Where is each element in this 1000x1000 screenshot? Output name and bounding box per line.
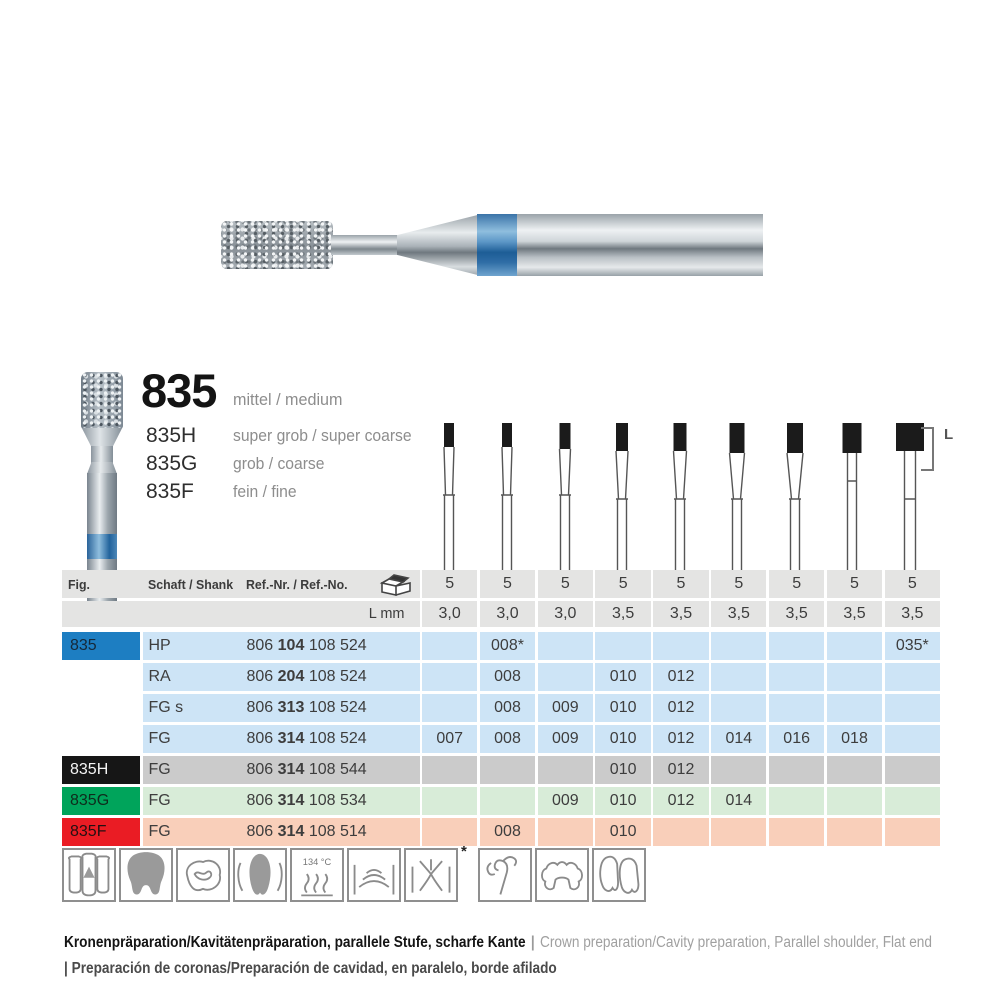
size-value: 016: [769, 725, 824, 753]
size-value: 018: [827, 725, 882, 753]
shank-value: HP: [148, 637, 171, 654]
pack-qty: 5: [422, 570, 477, 598]
length-value: 3,5: [711, 601, 766, 627]
size-value: 012: [653, 663, 708, 691]
variant-grit: fein / fine: [233, 483, 297, 501]
size-value: 007: [422, 725, 477, 753]
table-row: [62, 663, 940, 691]
size-value: [769, 756, 824, 784]
length-value: 3,5: [885, 601, 940, 627]
footer-separator: |: [530, 934, 535, 951]
turbine-icon: [404, 848, 458, 902]
ref-number: 806 314 108 544: [246, 761, 367, 778]
table-row: [62, 725, 940, 753]
pack-qty: 5: [595, 570, 650, 598]
footer-line-2: [64, 960, 557, 978]
size-value: [480, 756, 535, 784]
size-value: [885, 787, 940, 815]
footer-english: Crown preparation/Cavity preparation, Parallel shoulder, Flat end: [539, 934, 932, 951]
size-value: [653, 632, 708, 660]
fig-badge-835h: 835H: [62, 756, 140, 784]
contra-angle-handpiece-icon: [478, 848, 532, 902]
bur-diagram-010: [594, 423, 650, 570]
crown-prep-icon: [233, 848, 287, 902]
footnote-asterisk: *: [461, 843, 467, 860]
sterilize-temp-label: 134 °C: [302, 856, 332, 867]
size-value: 009: [538, 725, 593, 753]
footer-german: Kronenpräparation/Kavitätenpräparation, parallele Stufe, scharfe Kante: [64, 934, 526, 951]
length-value: 3,5: [653, 601, 708, 627]
size-value: [422, 818, 477, 846]
size-value: [711, 632, 766, 660]
size-value: [885, 818, 940, 846]
size-value: 010: [595, 787, 650, 815]
size-value: [827, 663, 882, 691]
size-value: 010: [595, 663, 650, 691]
bur-diagram-008: [479, 423, 535, 570]
size-value: [538, 756, 593, 784]
fig-badge-835g: 835G: [62, 787, 140, 815]
shank-value: FG: [148, 823, 171, 840]
length-bracket-label: L: [944, 426, 954, 443]
ref-number: 806 314 108 514: [246, 823, 367, 840]
fig-badge-835f: 835F: [62, 818, 140, 846]
col-ref-label: Ref.-Nr. / Ref.-No.: [246, 576, 348, 592]
variant-grit: super grob / super coarse: [233, 427, 412, 445]
footer-spanish: | Preparación de coronas/Preparación de cavidad, en paralelo, borde afilado: [64, 960, 557, 977]
table-length-row: [62, 601, 940, 627]
size-value: 008: [480, 694, 535, 722]
size-value: [885, 756, 940, 784]
bur-diagram-009: [537, 423, 593, 570]
fig-badge-835: 835: [62, 632, 140, 660]
shank-ref-cell: [143, 632, 420, 660]
size-value: [595, 632, 650, 660]
size-value: 008: [480, 725, 535, 753]
pack-qty: 5: [653, 570, 708, 598]
ref-number: 806 314 108 534: [246, 792, 367, 809]
shank-value: FG: [148, 761, 171, 778]
pack-qty: 5: [711, 570, 766, 598]
size-value: [885, 663, 940, 691]
size-value: 012: [653, 787, 708, 815]
pack-qty: 5: [885, 570, 940, 598]
bridge-icon: [535, 848, 589, 902]
crowns-icon: [592, 848, 646, 902]
size-value: [422, 632, 477, 660]
size-value: [769, 632, 824, 660]
size-value: [422, 694, 477, 722]
size-value: 008: [480, 818, 535, 846]
ref-number: 806 313 108 524: [246, 699, 367, 716]
size-value: [827, 787, 882, 815]
length-value: 3,0: [422, 601, 477, 627]
size-value: [885, 694, 940, 722]
col-fig-label: Fig.: [68, 576, 90, 592]
size-value: [653, 818, 708, 846]
length-value: 3,0: [480, 601, 535, 627]
size-value: [769, 818, 824, 846]
pack-qty: 5: [480, 570, 535, 598]
shank-value: RA: [148, 668, 171, 685]
variant-code: 835G: [146, 452, 198, 475]
size-value: [827, 694, 882, 722]
header-left: [62, 570, 420, 598]
table-row: [62, 632, 940, 660]
table-row: [62, 756, 940, 784]
shank-ref-cell: [143, 787, 420, 815]
size-value: 008: [480, 663, 535, 691]
shank-ref-cell: [143, 725, 420, 753]
size-value: [711, 756, 766, 784]
length-value: 3,5: [595, 601, 650, 627]
length-value: 3,5: [827, 601, 882, 627]
length-value: 3,0: [538, 601, 593, 627]
package-box-icon: [379, 572, 415, 597]
bur-diagram-016: [767, 423, 823, 570]
molar-icon: [119, 848, 173, 902]
size-value: 012: [653, 725, 708, 753]
length-value: 3,5: [769, 601, 824, 627]
size-value: [711, 694, 766, 722]
size-value: 009: [538, 694, 593, 722]
bur-diagram-014: [709, 423, 765, 570]
bur-photo: [215, 197, 765, 293]
length-row-label: L mm: [62, 601, 420, 627]
shank-ref-cell: [143, 756, 420, 784]
blue-ring: [477, 214, 519, 276]
occlusal-surface-icon: [176, 848, 230, 902]
size-value: [480, 787, 535, 815]
size-value: [769, 787, 824, 815]
table-row: [62, 694, 940, 722]
variant-code: 835H: [146, 424, 197, 447]
spray-cooling-icon: [347, 848, 401, 902]
bur-diagram-007: [421, 423, 477, 570]
size-value: 014: [711, 787, 766, 815]
variant-grit: grob / coarse: [233, 455, 325, 473]
size-value: 012: [653, 694, 708, 722]
ref-number: 806 314 108 524: [246, 730, 367, 747]
size-value: [711, 663, 766, 691]
diamond-head: [221, 221, 333, 269]
pack-qty: 5: [538, 570, 593, 598]
bur-diagram-012: [652, 423, 708, 570]
shank-value: FG: [148, 730, 171, 747]
size-value: [827, 632, 882, 660]
size-value: [538, 818, 593, 846]
bur-neck: [331, 235, 399, 255]
size-value: [827, 756, 882, 784]
product-number: 835: [141, 364, 217, 417]
size-value: 010: [595, 756, 650, 784]
shank-value: FG: [148, 792, 171, 809]
fig-empty: [62, 694, 140, 722]
fig-empty: [62, 663, 140, 691]
size-value: [538, 663, 593, 691]
bur-taper: [81, 428, 123, 448]
variant-code: 835F: [146, 480, 194, 503]
pack-qty: 5: [769, 570, 824, 598]
size-value: [422, 663, 477, 691]
size-value: 009: [538, 787, 593, 815]
product-grit: mittel / medium: [233, 390, 343, 409]
size-value: [827, 818, 882, 846]
footer-line-1: [64, 934, 932, 952]
size-value: [769, 694, 824, 722]
pack-qty: 5: [827, 570, 882, 598]
bur-diagram-018: [824, 423, 880, 570]
table-header-row: [62, 570, 940, 598]
size-value: [538, 632, 593, 660]
bur-cone: [397, 214, 479, 276]
size-value: [422, 756, 477, 784]
size-value: 014: [711, 725, 766, 753]
ref-number: 806 204 108 524: [246, 668, 367, 685]
fig-empty: [62, 725, 140, 753]
size-value: 010: [595, 818, 650, 846]
sterilizable-134c-icon: [290, 848, 344, 902]
blue-ring: [87, 534, 117, 559]
bur-shank: [517, 214, 763, 276]
size-value: [769, 663, 824, 691]
shank-ref-cell: [143, 663, 420, 691]
size-value: 012: [653, 756, 708, 784]
shank-ref-cell: [143, 694, 420, 722]
size-value: 010: [595, 694, 650, 722]
size-value: [711, 818, 766, 846]
size-value: [885, 725, 940, 753]
anterior-teeth-icon: [62, 848, 116, 902]
table-row: [62, 787, 940, 815]
size-value: 008*: [480, 632, 535, 660]
col-shank-label: Schaft / Shank: [148, 576, 234, 592]
table-row: [62, 818, 940, 846]
size-value: 010: [595, 725, 650, 753]
diamond-head: [81, 372, 123, 429]
size-value: 035*: [885, 632, 940, 660]
shank-ref-cell: [143, 818, 420, 846]
shank-value: FG s: [148, 699, 184, 716]
length-bracket: [919, 424, 939, 474]
ref-number: 806 104 108 524: [246, 637, 367, 654]
size-value: [422, 787, 477, 815]
